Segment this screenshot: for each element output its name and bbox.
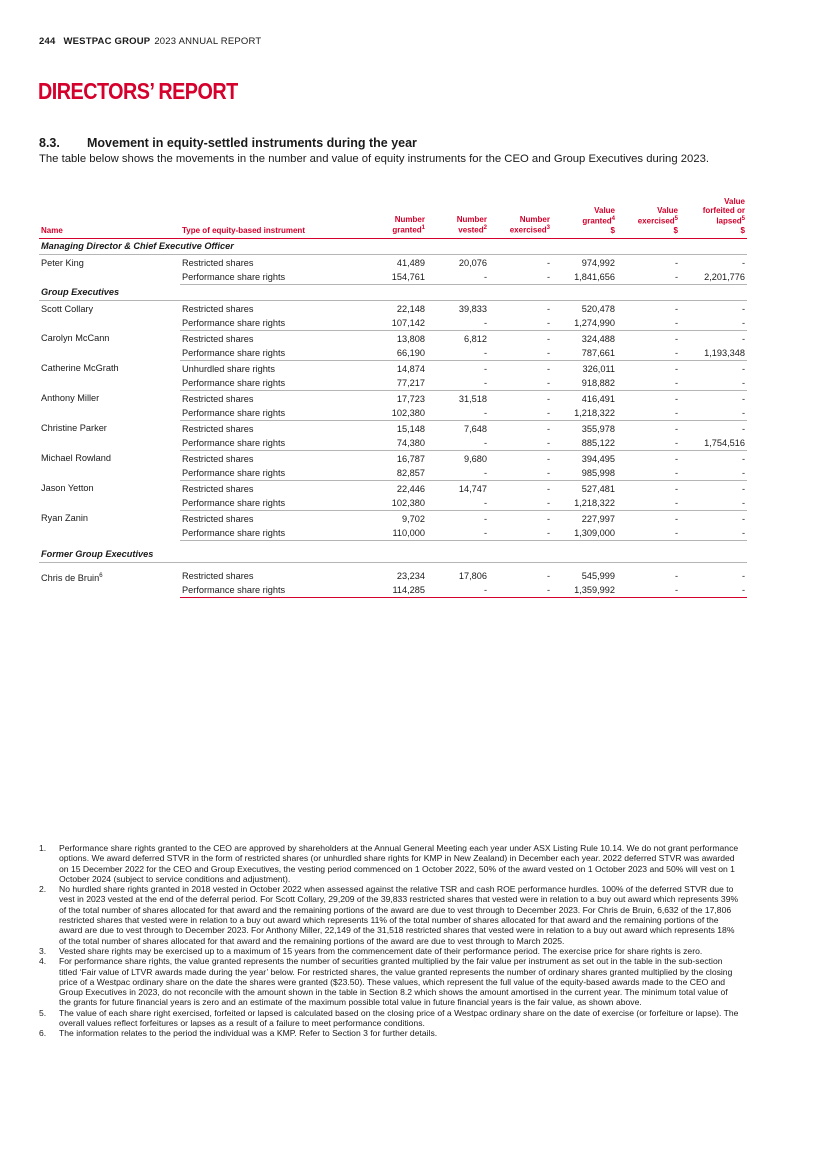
footnote-text: The value of each share right exercised, forfeited or lapsed is calculated based on the closing price of a Westpac ordinary share on the date of exercise (or forfeiture or lapse). The overall values reflect forfeitures or lapses as a result of a failure to meet performance conditions. <box>59 1007 739 1029</box>
value-forfeited: - <box>680 496 747 511</box>
footnote-number: 5. <box>39 1007 47 1018</box>
value-forfeited: - <box>741 483 745 494</box>
number-exercised: - <box>489 270 552 285</box>
number-exercised: - <box>546 363 550 374</box>
value-exercised: - <box>617 376 680 391</box>
page-number: 244 <box>39 36 56 47</box>
footnote-number: 3. <box>39 945 47 956</box>
value-forfeited: - <box>680 406 747 421</box>
number-vested: 9,680 <box>464 453 487 464</box>
value-exercised: - <box>674 483 678 494</box>
number-granted: 107,142 <box>365 316 427 331</box>
instrument-type: Restricted shares <box>182 257 254 268</box>
value-forfeited: - <box>680 583 747 598</box>
table-row <box>39 510 747 526</box>
group-row-former <box>39 547 747 563</box>
col-header-granted <box>365 197 427 238</box>
number-vested: - <box>483 513 487 524</box>
value-exercised: - <box>617 270 680 285</box>
value-exercised: - <box>617 346 680 361</box>
value-exercised: - <box>674 303 678 314</box>
table-row <box>39 300 747 316</box>
col-header-footnote-ref: 5 <box>674 216 678 222</box>
footnote <box>39 843 741 884</box>
instrument-type: Restricted shares <box>182 483 254 494</box>
person-name-text: Chris de Bruin <box>41 572 100 583</box>
col-header-value-exercised <box>617 197 680 238</box>
section-intro: The table below shows the movements in the number and value of equity instruments for the CEO and Group Executives during 2023. <box>39 153 710 165</box>
number-exercised: - <box>489 406 552 421</box>
number-granted: 15,148 <box>396 423 425 434</box>
number-granted: 22,148 <box>396 303 425 314</box>
value-exercised: - <box>674 453 678 464</box>
report-title: DIRECTORS’ REPORT <box>38 78 238 104</box>
instrument-type: Performance share rights <box>180 466 365 481</box>
name-footnote-ref: 6 <box>99 572 103 579</box>
value-forfeited: - <box>741 423 745 434</box>
col-header-line: Value <box>594 206 615 215</box>
table-row <box>39 330 747 346</box>
organisation-name: WESTPAC GROUP <box>63 36 151 47</box>
number-exercised: - <box>546 423 550 434</box>
value-forfeited: - <box>741 393 745 404</box>
value-forfeited: - <box>741 363 745 374</box>
col-header-footnote-ref: 1 <box>421 225 425 231</box>
number-granted: 23,234 <box>396 570 425 581</box>
value-exercised: - <box>674 570 678 581</box>
number-exercised: - <box>489 376 552 391</box>
number-vested: 7,648 <box>464 423 487 434</box>
page-header <box>39 36 261 47</box>
instrument-type: Restricted shares <box>182 513 254 524</box>
footnote <box>39 1028 741 1038</box>
value-granted: 520,478 <box>581 303 615 314</box>
number-vested: - <box>427 526 489 541</box>
col-header-name: Name <box>39 197 180 238</box>
section-title: Movement in equity-settled instruments during the year <box>87 136 417 150</box>
person-name: Peter King <box>41 257 84 268</box>
col-header-value-granted <box>552 197 617 238</box>
number-vested: 31,518 <box>458 393 487 404</box>
col-header-footnote-ref: 3 <box>546 225 550 231</box>
value-granted: 1,359,992 <box>552 583 617 598</box>
number-granted: 66,190 <box>365 346 427 361</box>
col-header-line: lapsed <box>716 216 742 226</box>
value-forfeited: - <box>741 257 745 268</box>
section-number: 8.3. <box>39 136 60 150</box>
col-header-line: Number <box>456 215 487 224</box>
value-granted: 545,999 <box>581 570 615 581</box>
number-granted: 114,285 <box>365 583 427 598</box>
value-granted: 1,218,322 <box>552 496 617 511</box>
table-row <box>39 569 747 583</box>
number-exercised: - <box>546 483 550 494</box>
number-vested: 39,833 <box>458 303 487 314</box>
instrument-type: Restricted shares <box>182 453 254 464</box>
group-row-executives <box>39 284 747 300</box>
value-exercised: - <box>617 406 680 421</box>
instrument-type: Performance share rights <box>180 346 365 361</box>
table-row <box>39 420 747 436</box>
number-vested: - <box>483 363 487 374</box>
footnote-text: Vested share rights may be exercised up to a maximum of 15 years from the commencement date of their performance period. The exercise price for share rights is zero. <box>59 945 703 956</box>
number-vested: - <box>427 436 489 451</box>
col-header-line: granted <box>582 216 612 226</box>
col-header-line: exercised <box>509 225 547 235</box>
person-name: Carolyn McCann <box>41 333 110 344</box>
table-header-row <box>39 197 747 238</box>
number-granted: 110,000 <box>365 526 427 541</box>
number-granted: 74,380 <box>365 436 427 451</box>
value-forfeited: 2,201,776 <box>680 270 747 285</box>
number-granted: 77,217 <box>365 376 427 391</box>
instrument-type: Performance share rights <box>180 436 365 451</box>
col-header-type: Type of equity-based instrument <box>180 197 365 238</box>
value-granted: 355,978 <box>581 423 615 434</box>
instrument-type: Performance share rights <box>180 526 365 541</box>
instrument-type: Performance share rights <box>180 406 365 421</box>
footnote <box>39 946 741 956</box>
value-forfeited: - <box>741 303 745 314</box>
value-granted: 394,495 <box>581 453 615 464</box>
instrument-type: Performance share rights <box>180 496 365 511</box>
number-granted: 102,380 <box>365 406 427 421</box>
value-forfeited: - <box>741 570 745 581</box>
number-vested: - <box>427 376 489 391</box>
footnote-number: 2. <box>39 884 47 895</box>
col-header-line: Number <box>394 215 425 224</box>
number-exercised: - <box>489 496 552 511</box>
value-granted: 416,491 <box>581 393 615 404</box>
footnote-text: For performance share rights, the value granted represents the number of securities granted multiplied by the fair value per instrument as set out in the table in the sub-section titled ‘Fair value of LTVR awards made during the year’ below. For restricted shares, the value granted represents the number of ordinary shares granted multiplied by the closing price of a Westpac ordinary share on the date the shares were granted ($23.50). These values, which represent the full value of the equity-based awards made to the CEO and Group Executives in 2023, do not reconcile with the amount shown in the table in Section 8.2 which shows the amount amortised in the current year. The minimum total value of the grants for future financial years is zero and an estimate of the maximum possible total value in future financial years is the fair value, as shown above. <box>59 956 733 1008</box>
number-granted: 9,702 <box>402 513 425 524</box>
number-vested: - <box>427 583 489 598</box>
col-header-line: exercised <box>637 216 675 226</box>
equity-movements-table <box>39 197 747 598</box>
col-header-footnote-ref: 4 <box>611 216 615 222</box>
footnote <box>39 956 741 1007</box>
number-vested: 14,747 <box>458 483 487 494</box>
section-heading <box>39 136 417 150</box>
value-forfeited: - <box>680 316 747 331</box>
person-name: Catherine McGrath <box>41 363 119 374</box>
value-granted: 1,274,990 <box>552 316 617 331</box>
number-granted: 16,787 <box>396 453 425 464</box>
value-granted: 227,997 <box>581 513 615 524</box>
footnote-text: No hurdled share rights granted in 2018 vested in October 2022 when assessed against the relative TSR and cash ROE performance hurdles. 100% of the deferred STVR due to vest in 2023 vested at the end of the deferral period. For Scott Collary, 29,209 of the 39,833 restricted shares that vested were in relation to a buy out award which represents 39% of the total number of shares allocated for that award and the remaining portions of the award are due to vest through to December 2023. For Chris de Bruin, 6,632 of the 17,806 restricted shares that vested were in relation to a buy out award which represents 11% of the total number of shares allocated for that award and the remaining portions of the award are due to vest through to December 2023. For Anthony Miller, 22,149 of the 31,518 restricted shares that vested were in relation to a buy out award which represents 18% of the total number of shares allocated for that award and the remaining portions of the award are due to vest through to March 2025. <box>59 884 739 946</box>
person-name: Michael Rowland <box>41 453 111 464</box>
value-exercised: - <box>617 436 680 451</box>
group-label: Former Group Executives <box>39 547 747 563</box>
footnote-number: 4. <box>39 956 47 967</box>
value-granted: 1,218,322 <box>552 406 617 421</box>
person-name: Christine Parker <box>41 423 107 434</box>
number-granted: 154,761 <box>365 270 427 285</box>
instrument-type: Performance share rights <box>180 270 365 285</box>
col-header-line: Number <box>519 215 550 224</box>
value-forfeited: - <box>680 376 747 391</box>
number-vested: - <box>427 496 489 511</box>
number-granted: 22,446 <box>396 483 425 494</box>
number-exercised: - <box>546 333 550 344</box>
value-exercised: - <box>617 496 680 511</box>
table-row <box>39 480 747 496</box>
value-granted: 985,998 <box>552 466 617 481</box>
report-name: 2023 ANNUAL REPORT <box>154 36 262 47</box>
number-vested: - <box>427 466 489 481</box>
col-header-unit: $ <box>740 225 745 235</box>
value-granted: 324,488 <box>581 333 615 344</box>
col-header-line: vested <box>458 225 484 235</box>
value-granted: 918,882 <box>552 376 617 391</box>
number-vested: - <box>427 270 489 285</box>
value-exercised: - <box>674 423 678 434</box>
number-granted: 17,723 <box>396 393 425 404</box>
group-label: Group Executives <box>39 284 747 300</box>
value-exercised: - <box>674 257 678 268</box>
table-row <box>39 254 747 270</box>
col-header-footnote-ref: 5 <box>741 216 745 222</box>
instrument-type: Unhurdled share rights <box>182 363 275 374</box>
number-exercised: - <box>489 346 552 361</box>
col-header-line: granted <box>392 225 422 235</box>
person-name: Ryan Zanin <box>41 513 88 524</box>
person-name: Jason Yetton <box>41 483 94 494</box>
number-exercised: - <box>546 257 550 268</box>
group-label: Managing Director & Chief Executive Officer <box>39 238 747 254</box>
col-header-footnote-ref: 2 <box>483 225 487 231</box>
col-header-line: forfeited or <box>702 206 745 215</box>
person-name <box>39 569 180 598</box>
number-granted: 14,874 <box>396 363 425 374</box>
table-row <box>39 450 747 466</box>
footnote-number: 6. <box>39 1028 47 1039</box>
instrument-type: Performance share rights <box>180 376 365 391</box>
instrument-type: Restricted shares <box>182 303 254 314</box>
number-exercised: - <box>546 303 550 314</box>
number-vested: - <box>427 316 489 331</box>
col-header-unit: $ <box>610 225 615 235</box>
number-exercised: - <box>489 466 552 481</box>
number-vested: 20,076 <box>458 257 487 268</box>
number-exercised: - <box>546 453 550 464</box>
number-exercised: - <box>489 436 552 451</box>
col-header-line: Value <box>724 197 745 206</box>
number-exercised: - <box>546 393 550 404</box>
number-granted: 102,380 <box>365 496 427 511</box>
value-forfeited: - <box>741 453 745 464</box>
footnote-text: Performance share rights granted to the CEO are approved by shareholders at the Annual General Meeting each year under ASX Listing Rule 10.14. We do not grant performance options. We award deferred STVR in the form of restricted shares (or unhurdled share rights for KMP in New Zealand) in December each year. 2022 deferred STVR was awarded on 15 December 2022 for the CEO and Group Executives, the vesting period commenced on 1 October 2022, 50% of the award vested on 1 October 2023 and 50% will vest on 1 October 2024 (subject to service conditions and adjustment). <box>59 843 739 884</box>
value-forfeited: - <box>680 466 747 481</box>
number-vested: 6,812 <box>464 333 487 344</box>
value-exercised: - <box>674 393 678 404</box>
value-granted: 326,011 <box>582 363 615 374</box>
number-vested: - <box>427 406 489 421</box>
footnote-number: 1. <box>39 843 47 853</box>
number-exercised: - <box>546 570 550 581</box>
instrument-type: Performance share rights <box>180 583 365 598</box>
number-granted: 13,808 <box>396 333 425 344</box>
col-header-exercised <box>489 197 552 238</box>
value-exercised: - <box>617 583 680 598</box>
instrument-type: Restricted shares <box>182 333 254 344</box>
value-forfeited: - <box>680 526 747 541</box>
value-forfeited: - <box>741 513 745 524</box>
instrument-type: Restricted shares <box>182 423 254 434</box>
value-exercised: - <box>617 466 680 481</box>
number-vested: - <box>427 346 489 361</box>
person-name: Anthony Miller <box>41 393 100 404</box>
value-granted: 885,122 <box>552 436 617 451</box>
value-granted: 1,309,000 <box>552 526 617 541</box>
value-granted: 787,661 <box>552 346 617 361</box>
table-row <box>39 390 747 406</box>
table-row <box>39 360 747 376</box>
footnote-text: The information relates to the period the individual was a KMP. Refer to Section 3 for further details. <box>59 1028 438 1039</box>
number-granted: 82,857 <box>365 466 427 481</box>
number-vested: 17,806 <box>458 570 487 581</box>
col-header-line: Value <box>657 206 678 215</box>
instrument-type: Performance share rights <box>180 316 365 331</box>
value-exercised: - <box>674 513 678 524</box>
instrument-type: Restricted shares <box>182 570 254 581</box>
instrument-type: Restricted shares <box>182 393 254 404</box>
value-exercised: - <box>617 526 680 541</box>
col-header-value-forfeited <box>680 197 747 238</box>
number-granted: 41,489 <box>396 257 425 268</box>
number-exercised: - <box>489 316 552 331</box>
footnote <box>39 1008 741 1029</box>
value-exercised: - <box>617 316 680 331</box>
value-granted: 974,992 <box>581 257 615 268</box>
value-forfeited: 1,193,348 <box>680 346 747 361</box>
number-exercised: - <box>546 513 550 524</box>
col-header-vested <box>427 197 489 238</box>
number-exercised: - <box>489 526 552 541</box>
footnote <box>39 884 741 946</box>
value-exercised: - <box>674 363 678 374</box>
number-exercised: - <box>489 583 552 598</box>
col-header-unit: $ <box>673 225 678 235</box>
value-forfeited: 1,754,516 <box>680 436 747 451</box>
value-granted: 527,481 <box>581 483 615 494</box>
value-granted: 1,841,656 <box>552 270 617 285</box>
value-exercised: - <box>674 333 678 344</box>
group-row-ceo <box>39 238 747 254</box>
person-name: Scott Collary <box>41 303 94 314</box>
value-forfeited: - <box>741 333 745 344</box>
footnotes <box>39 843 741 1039</box>
